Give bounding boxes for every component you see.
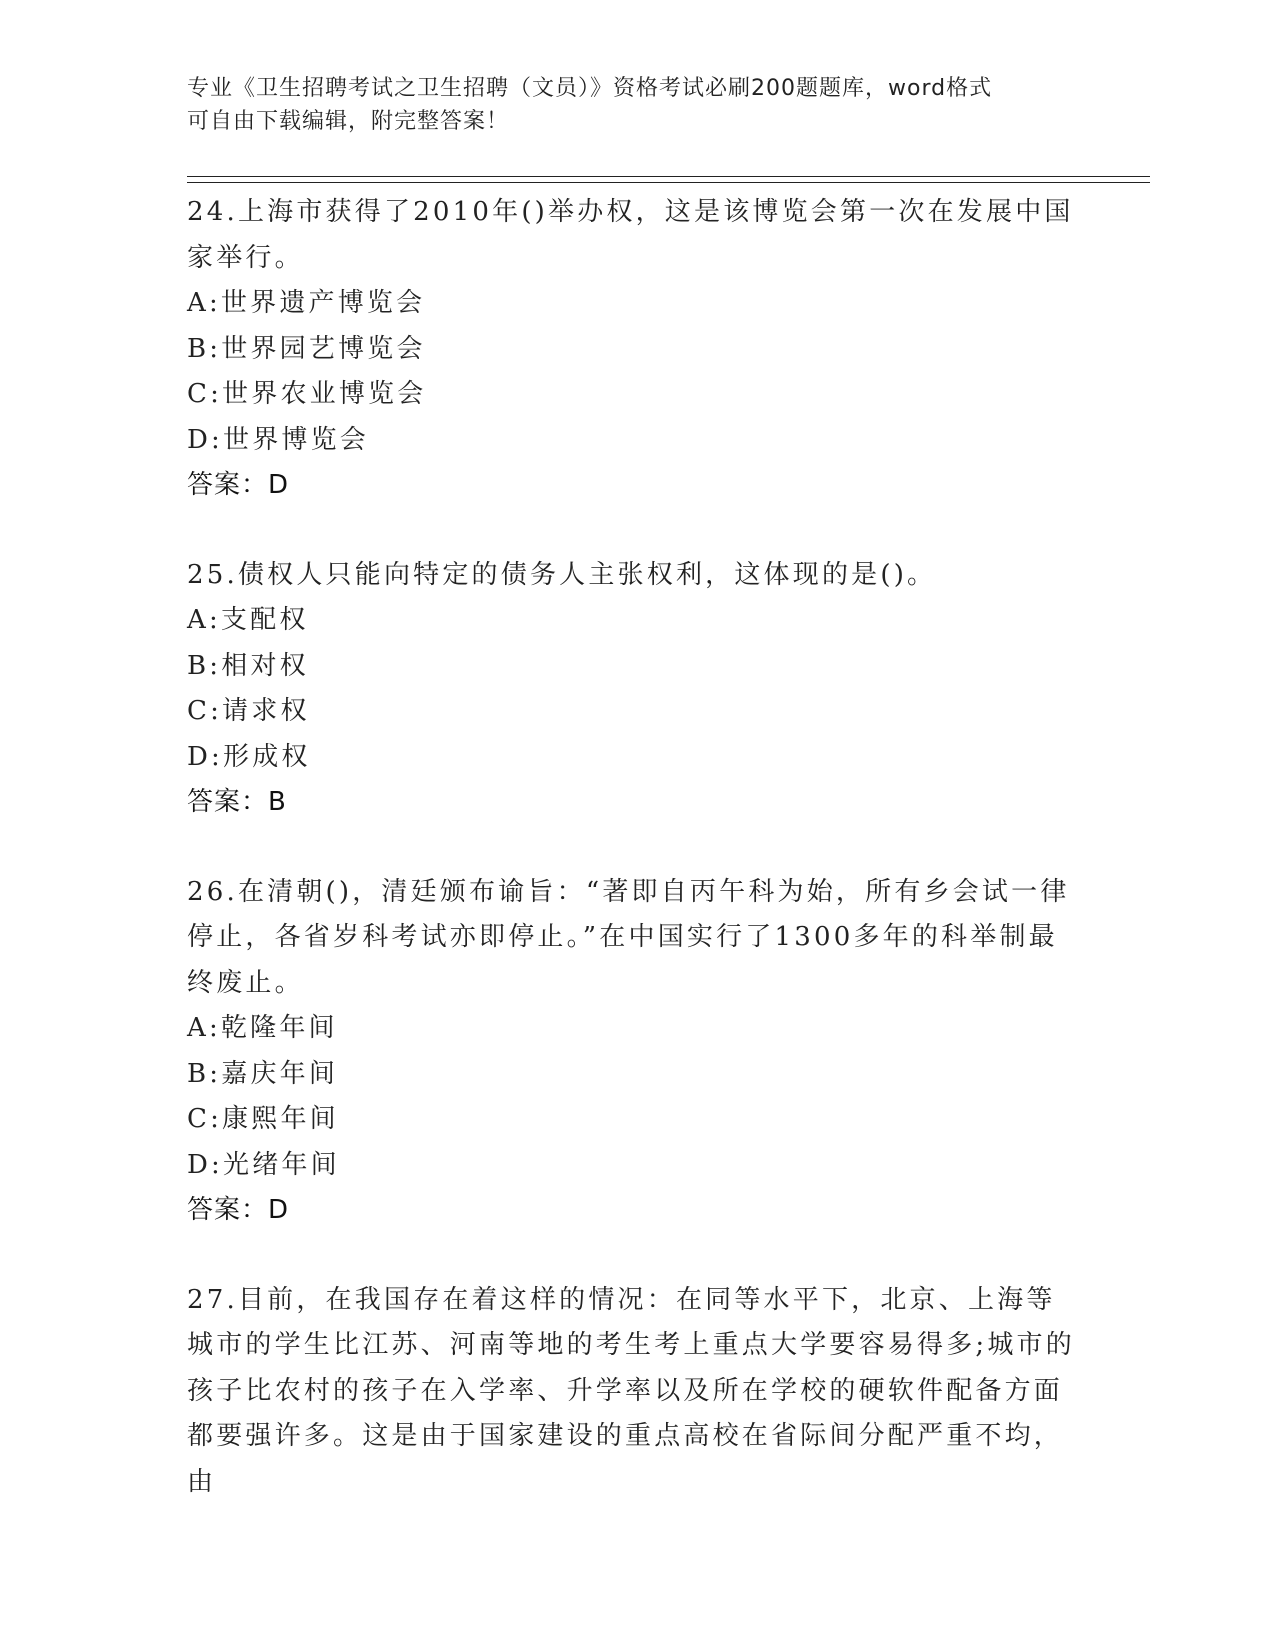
option-b: B:世界园艺博览会 — [187, 333, 426, 364]
header-title-line-1: 专业《卫生招聘考试之卫生招聘（文员）》资格考试必刷200题题库，word格式 — [187, 76, 993, 101]
option-a: A:支配权 — [187, 605, 309, 635]
header-title-line-2: 可自由下载编辑，附完整答案！ — [187, 109, 510, 134]
document-header — [187, 72, 1087, 138]
question-25 — [187, 553, 1077, 826]
option-c: C:请求权 — [187, 696, 310, 726]
question-27 — [187, 1278, 1077, 1506]
question-24 — [187, 190, 1077, 509]
option-d: D:形成权 — [187, 741, 311, 772]
option-c: C:世界农业博览会 — [187, 379, 427, 409]
question-stem: 24.上海市获得了2010年()举办权，这是该博览会第一次在发展中国家举行。 — [187, 197, 1074, 273]
question-list — [187, 190, 1077, 1549]
option-b: B:相对权 — [187, 650, 309, 681]
option-d: D:世界博览会 — [187, 424, 370, 455]
header-divider-top — [187, 176, 1150, 177]
answer-line: 答案：B — [187, 787, 287, 817]
option-c: C:康熙年间 — [187, 1104, 339, 1134]
option-d: D:光绪年间 — [187, 1149, 340, 1180]
question-stem: 26.在清朝()，清廷颁布谕旨：“著即自丙午科为始，所有乡会试一律停止，各省岁科考试亦即停止。”在中国实行了1300多年的科举制最终废止。 — [187, 876, 1070, 998]
question-stem: 25.债权人只能向特定的债务人主张权利，这体现的是()。 — [187, 559, 937, 590]
answer-line: 答案：D — [187, 1195, 290, 1225]
question-stem: 27.目前，在我国存在着这样的情况：在同等水平下，北京、上海等城市的学生比江苏、河南等地的考生考上重点大学要容易得多;城市的孩子比农村的孩子在入学率、升学率以及所在学校的硬软件配备方面都要强许多。这是由于国家建设的重点高校在省际间分配严重不均，由 — [187, 1284, 1075, 1497]
option-a: A:乾隆年间 — [187, 1013, 338, 1043]
option-a: A:世界遗产博览会 — [187, 288, 426, 318]
question-26 — [187, 870, 1077, 1234]
option-b: B:嘉庆年间 — [187, 1058, 339, 1089]
answer-line: 答案：D — [187, 470, 290, 500]
header-divider-bottom — [187, 182, 1150, 183]
